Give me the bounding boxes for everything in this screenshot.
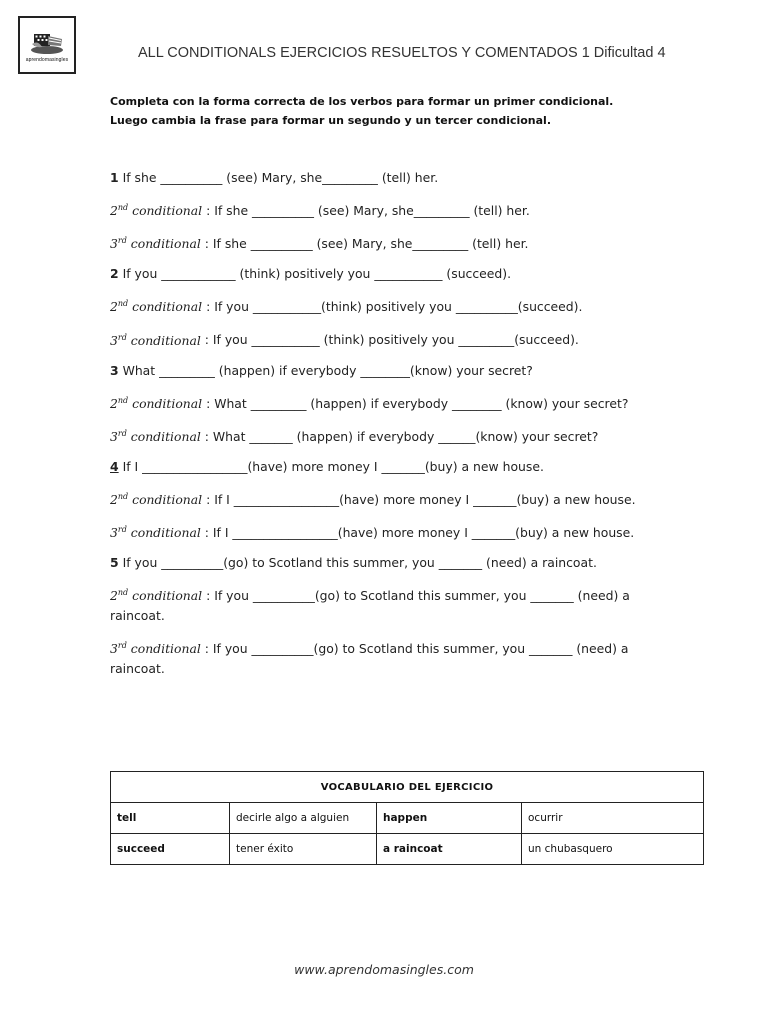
conditional-ordinal-suffix: nd: [117, 395, 129, 405]
exercise-sentence: : If you __________(go) to Scotland this summer, you _______ (need) a raincoat.: [110, 588, 630, 624]
vocab-translation: tener éxito: [230, 834, 377, 865]
conditional-number: 3: [110, 332, 118, 348]
exercise-number: 1: [110, 170, 119, 185]
conditional-number: 2: [110, 491, 118, 507]
conditional-ordinal-suffix: rd: [117, 332, 127, 342]
exercise-sentence: : What _________ (happen) if everybody ________ (know) your secret?: [206, 395, 629, 411]
conditional-variant: [110, 198, 670, 221]
conditional-variant: [110, 424, 670, 447]
conditional-variant: [110, 520, 670, 543]
instructions: [110, 92, 670, 130]
conditional-number: 3: [110, 641, 118, 657]
exercise-sentence: If you __________(go) to Scotland this summer, you _______ (need) a raincoat.: [122, 555, 597, 570]
conditional-ordinal-suffix: rd: [117, 641, 127, 651]
conditional-ordinal-suffix: nd: [117, 299, 129, 309]
exercise-sentence: : If I _________________(have) more money I _______(buy) a new house.: [204, 525, 635, 540]
vocab-word: a raincoat: [377, 834, 522, 865]
exercise-sentence: What _________ (happen) if everybody ________(know) your secret?: [122, 362, 533, 378]
exercise-sentence: If I _________________(have) more money I _______(buy) a new house.: [122, 458, 544, 474]
conditional-word: conditional: [132, 491, 203, 507]
exercise-sentence: : If I _________________(have) more money I _______(buy) a new house.: [206, 491, 636, 507]
conditional-label: [110, 203, 202, 218]
conditional-label: [110, 236, 201, 251]
conditional-label: [110, 641, 201, 656]
exercise-item: [110, 553, 670, 573]
exercise-item: [110, 168, 670, 188]
vocabulary-row: [111, 803, 704, 834]
conditional-variant: [110, 231, 670, 254]
conditional-word: conditional: [132, 299, 203, 315]
vocabulary-row: [111, 834, 704, 865]
conditional-variant: [110, 487, 670, 510]
logo-text: aprendomasingles: [25, 56, 69, 63]
conditional-ordinal-suffix: rd: [117, 524, 127, 534]
conditional-variant: [110, 327, 670, 350]
conditional-label: [110, 429, 201, 444]
vocabulary-table: [110, 771, 704, 865]
vocabulary-title: VOCABULARIO DEL EJERCICIO: [111, 772, 704, 803]
instructions-line-2: Luego cambia la frase para formar un segundo y un tercer condicional.: [110, 114, 552, 127]
exercise-sentence: : If you ___________(think) positively you __________(succeed).: [206, 299, 583, 315]
conditional-number: 3: [110, 428, 118, 444]
conditional-variant: [110, 636, 670, 679]
vocab-translation: decirle algo a alguien: [230, 803, 377, 834]
conditional-variant: [110, 294, 670, 317]
conditional-word: conditional: [130, 641, 201, 657]
vocab-word: succeed: [111, 834, 230, 865]
exercise-item: [110, 361, 670, 381]
conditional-word: conditional: [130, 236, 201, 252]
conditional-label: [110, 333, 201, 348]
exercise-number: 4: [110, 458, 119, 474]
conditional-ordinal-suffix: nd: [117, 588, 129, 597]
conditional-label: [110, 588, 202, 603]
exercise-number: 5: [110, 555, 119, 570]
conditional-ordinal-suffix: rd: [117, 428, 127, 438]
exercise-sentence: : If she __________ (see) Mary, she_________ (tell) her.: [206, 203, 530, 219]
instructions-line-1: Completa con la forma correcta de los verbos para formar un primer condicional.: [110, 95, 614, 108]
conditional-word: conditional: [132, 588, 203, 604]
conditional-label: [110, 299, 202, 314]
exercise-sentence: : If you __________(go) to Scotland this summer, you _______ (need) a raincoat.: [110, 641, 629, 677]
conditional-number: 2: [110, 299, 118, 315]
logo: [18, 16, 76, 74]
conditional-word: conditional: [132, 203, 203, 219]
conditional-number: 3: [110, 236, 118, 252]
vocab-word: happen: [377, 803, 522, 834]
exercise-number: 3: [110, 362, 119, 378]
page-header: ALL CONDITIONALS EJERCICIOS RESUELTOS Y COMENTADOS 1 Dificultad 4: [138, 45, 666, 61]
exercise-sentence: If you ____________ (think) positively you ___________ (succeed).: [122, 266, 512, 282]
logo-icon: [28, 28, 66, 56]
conditional-ordinal-suffix: nd: [117, 491, 129, 501]
vocab-word: tell: [111, 803, 230, 834]
conditional-word: conditional: [130, 428, 201, 444]
conditional-number: 2: [110, 395, 118, 411]
conditional-number: 2: [110, 203, 118, 219]
conditional-word: conditional: [130, 332, 201, 348]
conditional-number: 3: [110, 525, 118, 540]
conditional-variant: [110, 583, 670, 626]
conditional-ordinal-suffix: nd: [117, 203, 129, 212]
exercise-item: [110, 264, 670, 284]
vocab-translation: un chubasquero: [522, 834, 704, 865]
exercise-item: [110, 457, 670, 477]
conditional-word: conditional: [130, 525, 201, 540]
exercise-list: [110, 168, 670, 689]
exercise-sentence: : If you ___________ (think) positively you _________(succeed).: [204, 332, 579, 348]
conditional-number: 2: [110, 588, 118, 604]
footer-url: www.aprendomasingles.com: [294, 962, 474, 977]
exercise-sentence: : If she __________ (see) Mary, she_________ (tell) her.: [204, 236, 529, 252]
conditional-variant: [110, 391, 670, 414]
conditional-word: conditional: [132, 395, 203, 411]
conditional-label: [110, 525, 201, 540]
conditional-label: [110, 396, 202, 411]
vocab-translation: ocurrir: [522, 803, 704, 834]
exercise-number: 2: [110, 266, 119, 282]
exercise-sentence: If she __________ (see) Mary, she_________ (tell) her.: [122, 170, 439, 185]
conditional-label: [110, 492, 202, 507]
conditional-ordinal-suffix: rd: [117, 236, 127, 246]
exercise-sentence: : What _______ (happen) if everybody ______(know) your secret?: [204, 428, 599, 444]
